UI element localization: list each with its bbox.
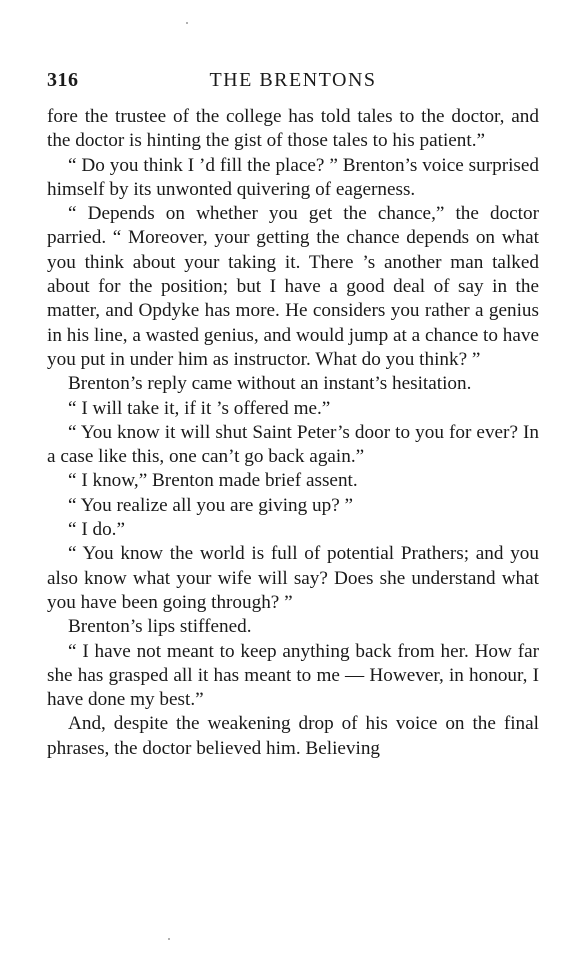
page-number: 316 bbox=[47, 69, 79, 91]
paragraph: And, despite the weakening drop of his voice on the final phrases, the doctor believed him. Believing bbox=[47, 713, 539, 759]
paragraph: Brenton’s lips stiffened. bbox=[68, 616, 252, 638]
scan-speck bbox=[168, 938, 170, 940]
page-header bbox=[47, 68, 539, 92]
paragraph: “ You know it will shut Saint Peter’s door to you for ever? In a case like this, one can’t go back again.” bbox=[47, 421, 539, 468]
paragraph: “ I have not meant to keep anything back from her. How far she has grasped all it has meant to me — However, in honour, I have done my best.” bbox=[47, 640, 539, 711]
paragraph: fore the trustee of the college has told tales to the doctor, and the doctor is hinting the gist of those tales to his patient.” bbox=[47, 106, 539, 152]
paragraph: “ I know,” Brenton made brief assent. bbox=[68, 470, 358, 492]
running-head: THE BRENTONS bbox=[209, 69, 377, 91]
paragraph: “ Do you think I ’d fill the place? ” Brenton’s voice surprised himself by its unwonted quivering of eagerness. bbox=[47, 154, 539, 200]
paragraph: “ I will take it, if it ’s offered me.” bbox=[68, 397, 331, 419]
paragraph: “ You know the world is full of potential Prathers; and you also know what your wife will say? Does she understand what you have been going through? ” bbox=[47, 543, 539, 613]
scan-speck bbox=[186, 22, 188, 24]
body-text bbox=[47, 105, 539, 761]
paragraph: “ I do.” bbox=[68, 519, 126, 541]
paragraph: “ Depends on whether you get the chance,” the doctor parried. “ Moreover, your getting the chance depends on what you think about your taking it. There ’s another man talked about for the position; but I have a good deal of say in the matter, and Opdyke has more. He considers you rather a genius in his line, a wasted genius, and would jump at a chance to have you put in under him as instructor. What do you think? ” bbox=[47, 203, 539, 370]
paragraph: Brenton’s reply came without an instant’s hesitation. bbox=[68, 373, 472, 395]
paragraph: “ You realize all you are giving up? ” bbox=[68, 494, 354, 516]
